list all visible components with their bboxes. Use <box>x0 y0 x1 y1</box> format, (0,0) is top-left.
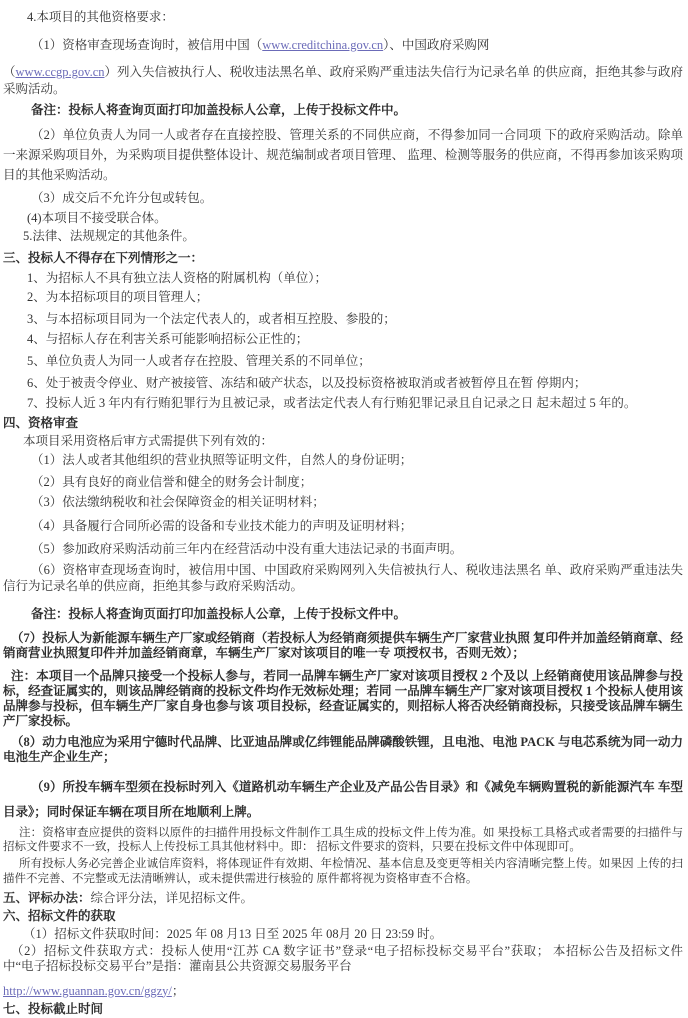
remark-stamp-upload-2 <box>3 605 683 623</box>
clause-5-other-legal-conditions <box>3 227 683 245</box>
note-integrity-database-text: 所有投标人务必完善企业诚信库资料，将体现证件有效期、年检情况、基本信息及变更等相关内容清晰完整上传。如果因 上传的扫描件不完善、不完整或无法清晰辨认，或未提供需进行核验的 原件都将视为资格审查不合格。 <box>3 858 683 886</box>
section-3-item-4 <box>3 330 683 348</box>
section-3-item-1-text: 1、为招标人不具有独立法人资格的附属机构（单位）； <box>27 271 328 286</box>
section-4-intro-text: 本项目采用资格后审方式需提供下列有效的： <box>23 434 274 449</box>
section-7-heading <box>3 1000 683 1018</box>
section-3-item-3-text: 3、与本招标项目同为一个法定代表人的，或者相互控股、参股的； <box>27 311 396 326</box>
section-4-item-8-battery-brand <box>3 735 683 765</box>
section-3-item-6-text: 6、处于被责令停业、财产被接管、冻结和破产状态，以及投标资格被取消或者被暂停且在暂 停期内； <box>27 376 587 390</box>
clause-4-3-no-subcontract-text: （3）成交后不允许分包或转包。 <box>31 190 213 205</box>
section-7-heading-text: 七、投标截止时间 <box>3 1001 104 1016</box>
section-6-heading-text: 六、招标文件的获取 <box>3 909 116 924</box>
section-3-item-7-text: 7、投标人近 3 年内有行贿犯罪行为且被记录，或者法定代表人有行贿犯罪记录且自记录之日 起未超过 5 年的。 <box>27 396 637 411</box>
section-4-item-2 <box>3 473 683 491</box>
section-3-item-7 <box>3 394 683 412</box>
remark-stamp-upload-2-text: 备注：投标人将查询页面打印加盖投标人公章，上传于投标文件中。 <box>31 606 407 621</box>
guannan-platform-link-line-text: ； <box>171 983 185 998</box>
section-6-heading <box>3 907 683 925</box>
section-5-evaluation-method-text: 综合评分法，详见招标文件。 <box>90 891 254 906</box>
section-3-heading <box>3 249 683 267</box>
section-3-item-3 <box>3 310 683 328</box>
clause-4-1-credit-check-line1-text: ）、中国政府采购网 <box>383 38 490 53</box>
section-4-intro <box>3 432 683 450</box>
section-5-evaluation-method-text: 五、评标办法： <box>3 891 91 906</box>
section-4-item-5 <box>3 540 683 558</box>
clause-4-4-no-consortium <box>3 209 683 227</box>
section-3-item-5 <box>3 352 683 370</box>
section-3-item-6 <box>3 374 683 392</box>
section-4-item-6-text: （6）资格审查现场查询时，被信用中国、中国政府采购网列入失信被执行人、税收违法黑名 单、政府采购严重违法失信行为记录名单的供应商，拒绝其参与政府采购活动。 <box>3 563 683 594</box>
section-3-item-2-text: 2、为本招标项目的项目管理人； <box>27 289 209 304</box>
section-4-item-3 <box>3 493 683 511</box>
section-4-item-1-text: （1）法人或者其他组织的营业执照等证明文件，自然人的身份证明； <box>31 452 413 467</box>
note-scanned-documents <box>3 827 683 855</box>
section-6-item-1-obtain-time-text: （1）招标文件获取时间：2025 年 08 月13 日至 2025 年 08月 20 日 23:59 时。 <box>23 927 443 942</box>
section-4-heading <box>3 414 683 432</box>
section-4-item-6 <box>3 562 683 595</box>
section-4-item-4 <box>3 517 683 535</box>
creditchina-link[interactable]: www.creditchina.gov.cn <box>262 38 384 53</box>
section-4-item-1 <box>3 451 683 469</box>
clause-4-4-no-consortium-text: (4)本项目不接受联合体。 <box>27 211 167 225</box>
section-4-item-9-vehicle-catalog <box>3 775 683 825</box>
tender-document-page <box>0 8 688 1018</box>
section-6-item-2-obtain-method <box>3 944 683 974</box>
clause-4-1-credit-check-line2 <box>3 64 683 97</box>
ccgp-link[interactable]: www.ccgp.gov.cn <box>15 65 105 80</box>
section-4-item-3-text: （3）依法缴纳税收和社会保障资金的相关证明材料； <box>31 494 325 509</box>
guannan-ggzy-link[interactable]: http://www.guannan.gov.cn/ggzy/ <box>3 983 172 998</box>
remark-stamp-upload-1-text: 备注：投标人将查询页面打印加盖投标人公章，上传于投标文件中。 <box>31 102 407 117</box>
clause-4-1-credit-check-line1-text: （1）资格审查现场查询时，被信用中国（ <box>31 38 263 53</box>
clause-4-1-credit-check-line2-text: ）列入失信被执行人、税收违法黑名单、政府采购严重违法失信行为记录名单 的供应商，拒绝其参与政府采购活动。 <box>3 65 683 96</box>
clause-4-3-no-subcontract <box>3 189 683 207</box>
section-5-evaluation-method <box>3 889 683 907</box>
section-3-item-1 <box>3 269 683 287</box>
section-3-item-5-text: 5、单位负责人为同一人或者存在控股、管理关系的不同单位； <box>27 353 371 368</box>
note-brand-single-bidder <box>3 669 683 729</box>
clause-4-1-credit-check-line2-text: （ <box>3 65 16 80</box>
clause-4-2-same-responsible-person <box>3 125 683 185</box>
clause-4-other-qualifications <box>3 8 683 26</box>
section-3-item-4-text: 4、与招标人存在利害关系可能影响招标公正性的； <box>27 331 309 346</box>
section-3-item-2 <box>3 288 683 306</box>
clause-4-1-credit-check-line1 <box>3 36 683 54</box>
note-integrity-database <box>3 857 683 887</box>
section-6-item-1-obtain-time <box>3 925 683 943</box>
guannan-platform-link-line <box>3 982 683 1000</box>
section-4-item-2-text: （2）具有良好的商业信誉和健全的财务会计制度； <box>31 474 313 489</box>
section-4-item-7-manufacturer-dealer <box>3 631 683 661</box>
section-4-heading-text: 四、资格审查 <box>3 416 79 431</box>
note-brand-single-bidder-text: 注：本项目一个品牌只接受一个投标人参与，若同一品牌车辆生产厂家对该项目授权 2 个及以 上经销商使用该品牌参与投标，经查证属实的，则该品牌经销商的投标文件均作无效标处理；若同 一品牌车辆生产厂家对该项目授权 1 个投标人使用该品牌参与投标，但车辆生产厂家自身也参与该 项目投标，经查证属实的，则招标人将否决经销商投标，只接受该品牌车辆生产厂家投标。 <box>3 668 683 728</box>
note-scanned-documents-text: 注：资格审查应提供的资料以原件的扫描件用投标文件制作工具生成的投标文件上传为准。如 果投标工具格式或者需要的扫描件与招标文件要求不一致，投标人上传投标工具其他材料中。即： 招标文件要求的资料，只要在投标文件中体现即可。 <box>3 826 683 853</box>
remark-stamp-upload-1 <box>3 101 683 119</box>
section-4-item-5-text: （5）参加政府采购活动前三年内在经营活动中没有重大违法记录的书面声明。 <box>31 542 463 556</box>
section-3-heading-text: 三、投标人不得存在下列情形之一： <box>3 251 204 266</box>
section-6-item-2-obtain-method-text: （2）招标文件获取方式：投标人使用“江苏 CA 数字证书”登录“电子招标投标交易平台”获取； 本招标公告及招标文件中“电子招标投标交易平台”是指：灌南县公共资源交易服务平台 <box>3 943 683 973</box>
section-4-item-7-manufacturer-dealer-text: （7）投标人为新能源车辆生产厂家或经销商（若投标人为经销商须提供车辆生产厂家营业执照 复印件并加盖经销商章、经销商营业执照复印件并加盖经销商章，车辆生产厂家对该项目的唯一专 项授权书，否则无效）； <box>3 630 683 660</box>
section-4-item-8-battery-brand-text: （8）动力电池应为采用宁德时代品牌、比亚迪品牌或亿纬锂能品牌磷酸铁锂，且电池、电池 PACK 与电芯系统为同一动力电池生产企业生产； <box>3 734 683 764</box>
clause-4-2-same-responsible-person-text: （2）单位负责人为同一人或者存在直接控股、管理关系的不同供应商，不得参加同一合同项 下的政府采购活动。除单一来源采购项目外，为采购项目提供整体设计、规范编制或者项目管理、 监理、检测等服务的供应商，不得再参加该采购项目的其他采购活动。 <box>3 127 683 182</box>
clause-5-other-legal-conditions-text: 5.法律、法规规定的其他条件。 <box>23 229 195 244</box>
section-4-item-4-text: （4）具备履行合同所必需的设备和专业技术能力的声明及证明材料； <box>31 518 413 533</box>
clause-4-other-qualifications-text: 4.本项目的其他资格要求： <box>27 10 174 24</box>
section-4-item-9-vehicle-catalog-text: （9）所投车辆车型须在投标时列入《道路机动车辆生产企业及产品公告目录》和《减免车辆购置税的新能源汽车 车型目录》；同时保证车辆在项目所在地顺利上牌。 <box>3 779 683 819</box>
